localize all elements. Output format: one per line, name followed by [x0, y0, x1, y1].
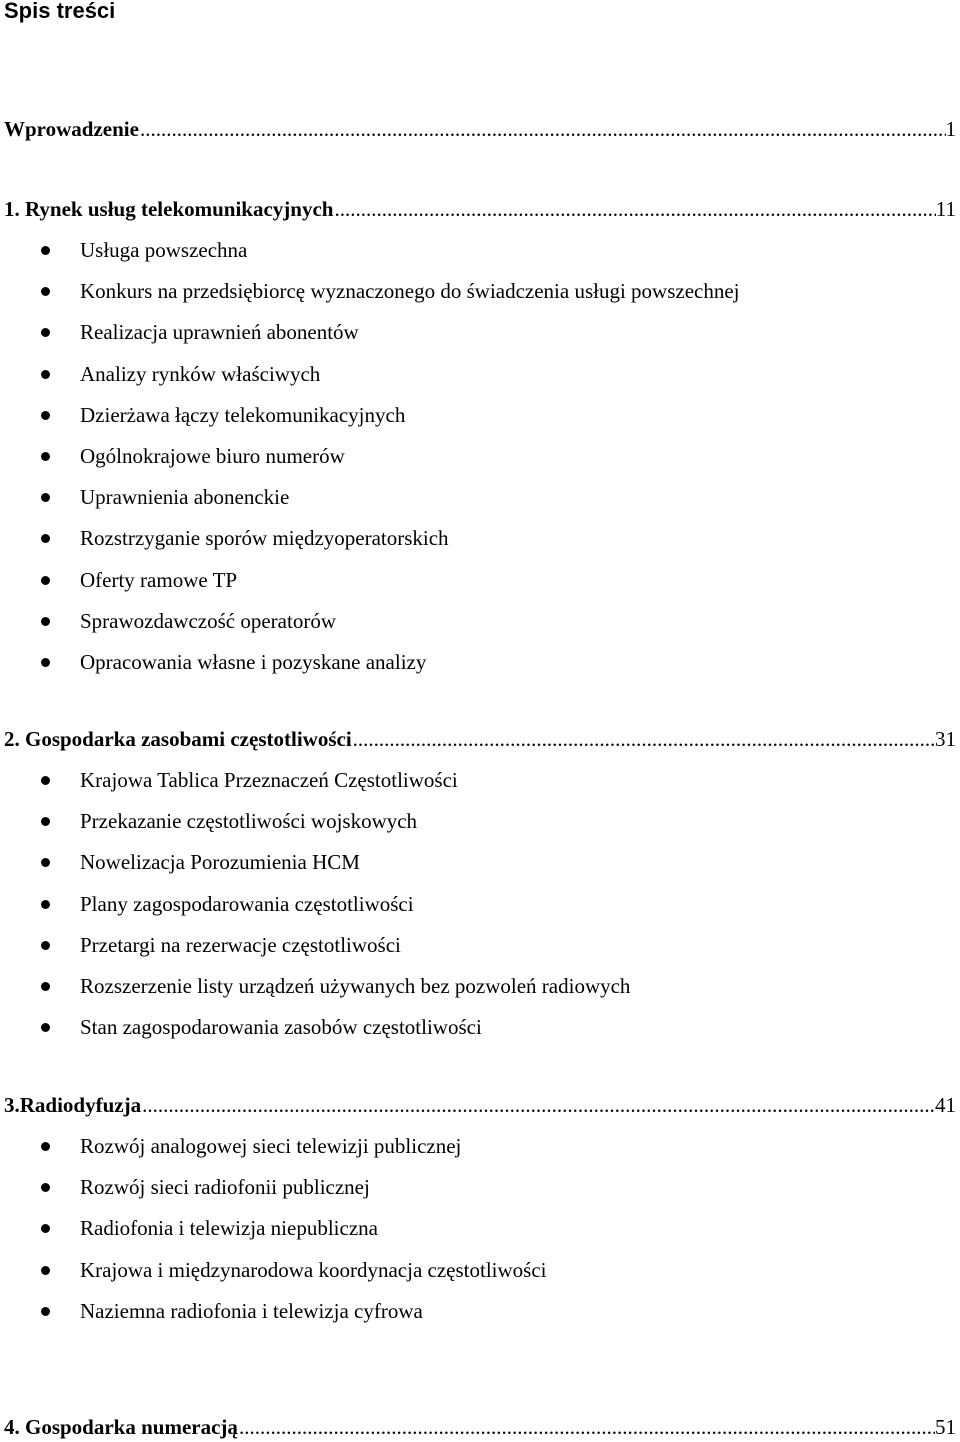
list-item-label: Rozszerzenie listy urządzeń używanych bez pozwoleń radiowych [80, 973, 631, 998]
bullet-icon [41, 493, 50, 502]
list-item [0, 807, 960, 848]
toc-entry-gospodarka-numeracja[interactable] [4, 1413, 956, 1441]
list-item-label: Konkurs na przedsiębiorcę wyznaczonego do świadczenia usługi powszechnej [80, 279, 740, 304]
bullet-icon [41, 941, 50, 950]
toc-entry-title: Wprowadzenie [4, 117, 139, 141]
list-item [0, 1173, 960, 1214]
toc-entry-title: 1. Rynek usług telekomunikacyjnych [4, 197, 334, 221]
bullet-icon [41, 576, 50, 585]
list-item [0, 1256, 960, 1297]
list-item-label: Dzierżawa łączy telekomunikacyjnych [80, 402, 406, 427]
bullet-icon [41, 328, 50, 337]
bullet-icon [41, 982, 50, 991]
toc-entry-rynek-uslug[interactable] [4, 195, 956, 223]
bullet-icon [41, 1307, 50, 1316]
bullet-icon [41, 411, 50, 420]
list-item [0, 890, 960, 931]
list-item-label: Realizacja uprawnień abonentów [80, 320, 359, 345]
bullet-icon [41, 1142, 50, 1151]
list-item [0, 848, 960, 889]
list-item-label: Rozwój analogowej sieci telewizji publicznej [80, 1134, 462, 1158]
bullet-icon [41, 1266, 50, 1275]
list-item [0, 1132, 960, 1173]
dot-leader [353, 725, 935, 753]
toc-entry-title: 3.Radiodyfuzja [4, 1093, 142, 1117]
list-item [0, 1214, 960, 1255]
bullet-icon [41, 900, 50, 909]
list-item [0, 607, 960, 648]
list-item-label: Przetargi na rezerwacje częstotliwości [80, 932, 401, 957]
list-item [0, 401, 960, 442]
list-item [0, 766, 960, 807]
list-item-label: Ogólnokrajowe biuro numerów [80, 443, 345, 468]
list-item-label: Sprawozdawczość operatorów [80, 608, 336, 633]
toc-entry-title: 2. Gospodarka zasobami częstotliwości [4, 727, 352, 751]
bullet-icon [41, 858, 50, 867]
list-item-label: Analizy rynków właściwych [80, 361, 321, 386]
list-item [0, 648, 960, 689]
list-item-label: Nowelizacja Porozumienia HCM [80, 850, 360, 875]
list-item [0, 1013, 960, 1054]
dot-leader [239, 1413, 935, 1441]
list-item-label: Plany zagospodarowania częstotliwości [80, 891, 414, 916]
bullet-icon [41, 246, 50, 255]
subsection-list-radiodyfuzja [0, 1132, 960, 1338]
bullet-icon [41, 452, 50, 461]
toc-entry-page-number: 1 [945, 117, 956, 141]
toc-entry-wprowadzenie[interactable] [4, 115, 956, 143]
list-item-label: Usługa powszechna [80, 238, 248, 262]
bullet-icon [41, 617, 50, 626]
bullet-icon [41, 658, 50, 667]
list-item-label: Krajowa Tablica Przeznaczeń Częstotliwości [80, 768, 458, 792]
list-item [0, 566, 960, 607]
toc-entry-title: 4. Gospodarka numeracją [4, 1415, 238, 1439]
list-item-label: Stan zagospodarowania zasobów częstotliwości [80, 1015, 482, 1040]
list-item-label: Rozwój sieci radiofonii publicznej [80, 1175, 370, 1200]
subsection-list-gospodarka-czestotliwosci [0, 766, 960, 1054]
list-item-label: Uprawnienia abonenckie [80, 485, 290, 510]
dot-leader [334, 195, 935, 223]
list-item [0, 483, 960, 524]
list-item [0, 360, 960, 401]
bullet-icon [41, 370, 50, 379]
list-item-label: Przekazanie częstotliwości wojskowych [80, 809, 418, 834]
list-item [0, 931, 960, 972]
toc-entry-page-number: 11 [935, 197, 956, 221]
list-item-label: Oferty ramowe TP [80, 567, 238, 592]
dot-leader [140, 115, 946, 143]
bullet-icon [41, 1023, 50, 1032]
toc-entry-radiodyfuzja[interactable] [4, 1091, 956, 1119]
list-item [0, 972, 960, 1013]
bullet-icon [41, 534, 50, 543]
bullet-icon [41, 817, 50, 826]
page-title: Spis treści [4, 0, 116, 23]
bullet-icon [41, 1224, 50, 1233]
list-item-label: Krajowa i międzynarodowa koordynacja częstotliwości [80, 1257, 547, 1282]
list-item-label: Radiofonia i telewizja niepubliczna [80, 1216, 378, 1241]
toc-entry-gospodarka-czestotliwosci[interactable] [4, 725, 956, 753]
list-item-label: Naziemna radiofonia i telewizja cyfrowa [80, 1298, 423, 1323]
toc-entry-page-number: 31 [935, 727, 956, 751]
bullet-icon [41, 1183, 50, 1192]
list-item [0, 277, 960, 318]
toc-entry-page-number: 51 [935, 1415, 956, 1439]
toc-entry-page-number: 41 [935, 1093, 956, 1117]
list-item-label: Opracowania własne i pozyskane analizy [80, 649, 427, 674]
list-item [0, 442, 960, 483]
dot-leader [142, 1091, 935, 1119]
bullet-icon [41, 776, 50, 785]
list-item [0, 1297, 960, 1338]
bullet-icon [41, 287, 50, 296]
list-item [0, 236, 960, 277]
list-item [0, 524, 960, 565]
list-item-label: Rozstrzyganie sporów międzyoperatorskich [80, 526, 449, 551]
list-item [0, 318, 960, 359]
subsection-list-rynek-uslug [0, 236, 960, 689]
